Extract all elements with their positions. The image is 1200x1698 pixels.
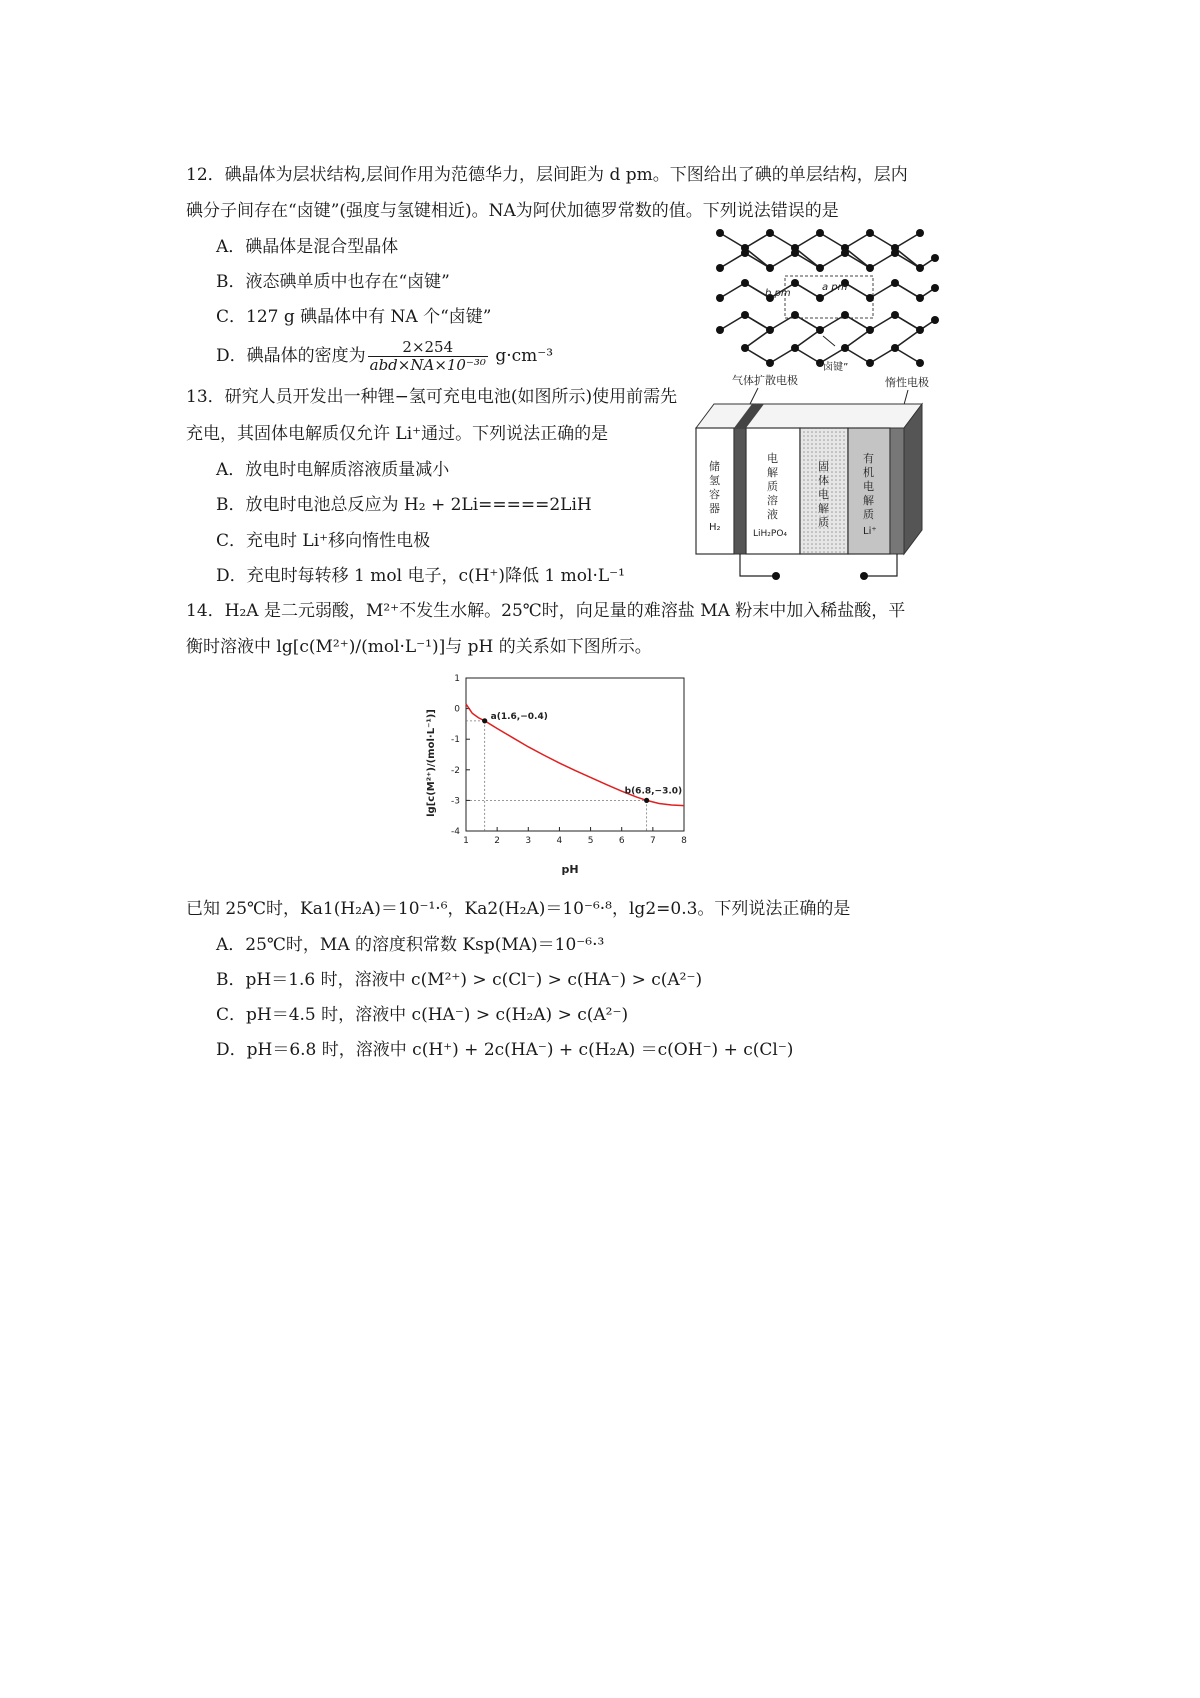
a-pm-label: a pm <box>822 282 848 293</box>
inert-electrode-label: 惰性电极 <box>885 376 929 389</box>
iodine-layer-figure <box>710 218 950 378</box>
q13-option-d: D．充电时每转移 1 mol 电子，c(H⁺)降低 1 mol·L⁻¹ <box>216 566 625 586</box>
electrolyte-solution-sub: LiH₂PO₄ <box>753 529 788 539</box>
ph-lg-chart <box>420 668 720 878</box>
q12-option-d-prefix: D．碘晶体的密度为 <box>216 346 366 366</box>
organic-electrolyte-label: 有机电解质 <box>863 452 874 521</box>
x-tick-label: 8 <box>681 836 687 846</box>
point-label: a(1.6,−0.4) <box>490 711 548 722</box>
q12-option-a: A．碘晶体是混合型晶体 <box>216 237 399 257</box>
y-tick-label: -2 <box>451 765 460 776</box>
x-tick-label: 7 <box>649 836 656 846</box>
q12-option-b: B．液态碘单质中也存在“卤键” <box>216 272 450 292</box>
x-tick-label: 5 <box>587 836 594 846</box>
y-tick-label: -3 <box>451 796 460 807</box>
q13-option-c: C．充电时 Li⁺移向惰性电极 <box>216 531 431 551</box>
electrolyte-solution-label: 电解质溶液 <box>767 452 778 521</box>
q12-option-c: C．127 g 碘晶体中有 NA 个“卤键” <box>216 307 492 327</box>
y-tick-label: -1 <box>451 735 460 746</box>
point-label: b(6.8,−3.0) <box>624 786 683 797</box>
q12-stem-line2: 碘分子间存在“卤键”(强度与氢键相近)。NA为阿伏加德罗常数的值。下列说法错误的是 <box>186 201 839 221</box>
guide-lines <box>466 721 647 831</box>
halogen-bond-label: “卤键” <box>818 362 849 373</box>
solid-electrolyte-label: 固体电解质 <box>818 460 829 529</box>
x-tick-label: 6 <box>618 836 625 846</box>
b-pm-label: b pm <box>765 288 791 299</box>
terminal-right <box>860 572 868 580</box>
x-tick-label: 1 <box>463 836 469 846</box>
q14-stem-line1: 14．H₂A 是二元弱酸，M²⁺不发生水解。25℃时，向足量的难溶盐 MA 粉末中加入稀盐酸，平 <box>186 601 906 621</box>
x-axis-label: pH <box>561 863 579 876</box>
density-fraction <box>368 339 488 374</box>
q14-option-a: A．25℃时，MA 的溶度积常数 Ksp(MA)＝10⁻⁶·³ <box>216 935 605 955</box>
marked-points <box>482 712 682 803</box>
battery-figure <box>690 370 960 590</box>
q14-option-b: B．pH＝1.6 时，溶液中 c(M²⁺) > c(Cl⁻) > c(HA⁻) > c(A²⁻) <box>216 970 703 990</box>
organic-electrolyte-sub: Li⁺ <box>863 526 877 537</box>
x-tick-label: 2 <box>494 836 501 846</box>
gas-diffusion-electrode-label: 气体扩散电极 <box>732 374 798 387</box>
terminal-left <box>772 572 780 580</box>
inert-electrode <box>890 428 904 554</box>
hydrogen-storage-label: 储氢容器 <box>709 460 720 515</box>
y-axis-label: lg[c(M²⁺)/(mol·L⁻¹)] <box>426 709 437 817</box>
point-marker <box>482 718 487 723</box>
density-unit: g·cm⁻³ <box>495 346 554 366</box>
plot-frame <box>466 678 684 831</box>
y-tick-label: -4 <box>451 827 460 837</box>
q12-option-d <box>216 334 553 378</box>
y-tick-label: 0 <box>454 704 460 715</box>
hydrogen-storage-sub: H₂ <box>709 522 721 533</box>
q13-stem-line1: 13．研究人员开发出一种锂−氢可充电电池(如图所示)使用前需先 <box>186 387 678 407</box>
point-marker <box>644 798 649 803</box>
q12-stem-line1: 12．碘晶体为层状结构,层间作用为范德华力，层间距为 d pm。下图给出了碘的单层结构，层内 <box>186 165 908 185</box>
x-tick-label: 3 <box>525 836 532 846</box>
density-numerator: 2×254 <box>368 339 488 357</box>
q14-option-c: C．pH＝4.5 时，溶液中 c(HA⁻) > c(H₂A) > c(A²⁻) <box>216 1005 629 1025</box>
q14-stem-line2: 衡时溶液中 lg[c(M²⁺)/(mol·L⁻¹)]与 pH 的关系如下图所示。 <box>186 637 652 657</box>
q14-given: 已知 25℃时，Ka1(H₂A)＝10⁻¹·⁶，Ka2(H₂A)＝10⁻⁶·⁸，lg2=0.3。下列说法正确的是 <box>186 899 851 919</box>
q13-stem-line2: 充电，其固体电解质仅允许 Li⁺通过。下列说法正确的是 <box>186 424 609 444</box>
q14-option-d: D．pH＝6.8 时，溶液中 c(H⁺) + 2c(HA⁻) + c(H₂A) ＝c(OH⁻) + c(Cl⁻) <box>216 1040 794 1060</box>
q13-option-a: A．放电时电解质溶液质量减小 <box>216 460 450 480</box>
y-tick-label: 1 <box>454 674 460 684</box>
y-axis-ticks <box>451 674 470 837</box>
x-axis-ticks <box>463 827 687 846</box>
density-denominator: abd×NA×10⁻³⁰ <box>369 356 486 374</box>
q13-option-b: B．放电时电池总反应为 H₂ + 2Li=====2LiH <box>216 495 592 515</box>
x-tick-label: 4 <box>556 836 563 846</box>
gas-diffusion-electrode <box>734 428 746 554</box>
